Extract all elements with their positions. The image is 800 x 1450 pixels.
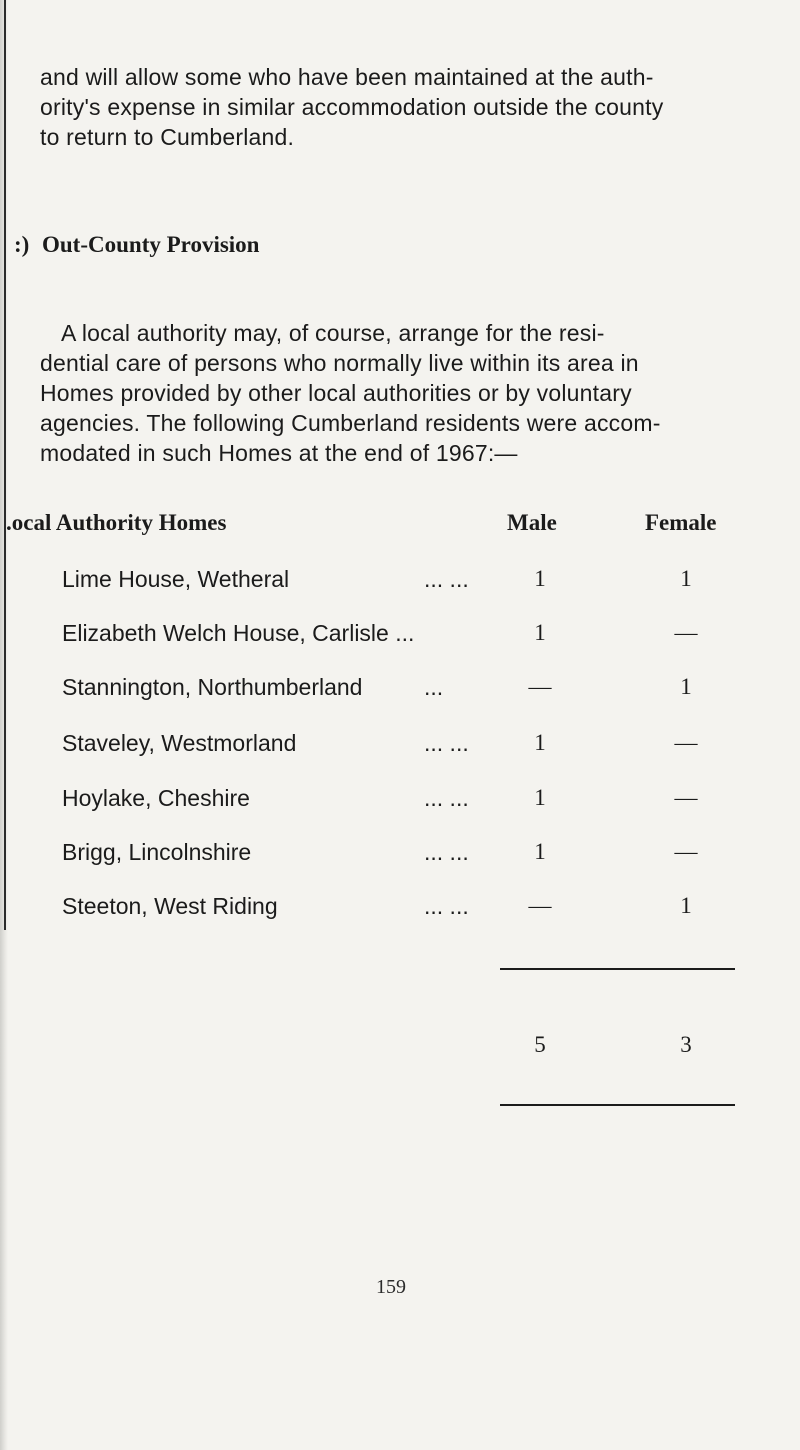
totals-rule-bottom [500, 1104, 735, 1106]
section-heading [14, 232, 259, 258]
table-row [0, 730, 800, 760]
male-count: — [528, 893, 552, 918]
column-header-homes: .ocal Authority Homes [6, 510, 227, 535]
table-row [0, 839, 800, 869]
male-count: 1 [534, 839, 546, 864]
column-header-female: Female [645, 510, 717, 535]
provision-line-3: Homes provided by other local authorities or by voluntary [40, 380, 632, 406]
table-row [0, 566, 800, 596]
home-name: Elizabeth Welch House, Carlisle ... [62, 620, 415, 646]
intro-paragraph [40, 62, 663, 152]
column-header-male: Male [507, 510, 557, 535]
home-name: Hoylake, Cheshire [62, 785, 250, 811]
provision-paragraph [40, 318, 661, 468]
table-row [0, 893, 800, 923]
female-count: — [674, 839, 698, 864]
table-row [0, 785, 800, 815]
provision-line-2: dential care of persons who normally live within its area in [40, 350, 639, 376]
totals-rule-top [500, 968, 735, 970]
male-count: 1 [534, 785, 546, 810]
female-count: 1 [680, 566, 692, 591]
total-female: 3 [680, 1032, 692, 1057]
table-row [0, 620, 800, 650]
provision-line-5: modated in such Homes at the end of 1967:— [40, 440, 518, 466]
dot-leader: ... ... [424, 893, 469, 919]
provision-line-4: agencies. The following Cumberland residents were accom- [40, 410, 661, 436]
intro-line-2: ority's expense in similar accommodation outside the county [40, 94, 664, 120]
home-name: Brigg, Lincolnshire [62, 839, 252, 865]
dot-leader: ... ... [424, 730, 469, 756]
intro-line-1: and will allow some who have been maintained at the auth- [40, 64, 654, 90]
dot-leader: ... [424, 674, 444, 700]
section-marker: :) [14, 232, 30, 257]
female-count: — [674, 785, 698, 810]
male-count: 1 [534, 730, 546, 755]
home-name: Steeton, West Riding [62, 893, 278, 919]
provision-line-1: A local authority may, of course, arrange for the resi- [61, 320, 605, 346]
female-count: — [674, 730, 698, 755]
male-count: 1 [534, 620, 546, 645]
dot-leader: ... ... [424, 785, 469, 811]
male-count: 1 [534, 566, 546, 591]
dot-leader: ... ... [424, 566, 469, 592]
female-count: 1 [680, 893, 692, 918]
section-title: Out-County Provision [42, 232, 260, 257]
female-count: — [674, 620, 698, 645]
table-row [0, 674, 800, 704]
home-name: Stannington, Northumberland [62, 674, 363, 700]
total-male: 5 [534, 1032, 546, 1057]
female-count: 1 [680, 674, 692, 699]
male-count: — [528, 674, 552, 699]
page-number: 159 [376, 1276, 406, 1298]
home-name: Staveley, Westmorland [62, 730, 297, 756]
dot-leader: ... ... [424, 839, 469, 865]
intro-line-3: to return to Cumberland. [40, 124, 295, 150]
home-name: Lime House, Wetheral [62, 566, 290, 592]
